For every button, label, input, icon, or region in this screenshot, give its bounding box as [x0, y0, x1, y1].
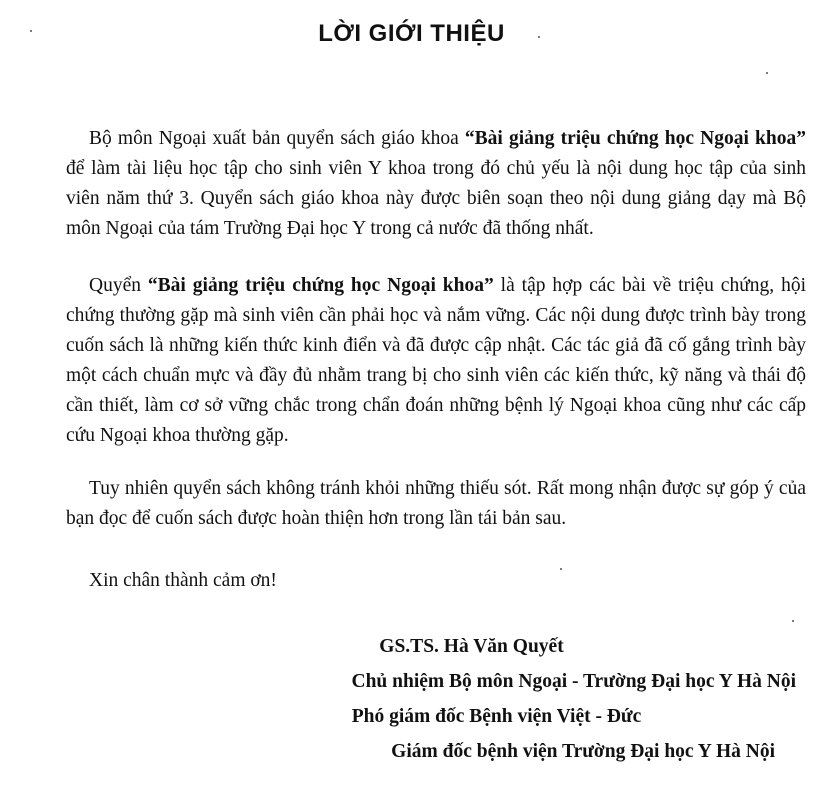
paragraph-text: Xin chân thành cảm ơn! — [89, 570, 277, 591]
paragraph-text-start: Quyển — [89, 275, 148, 296]
signature-position-3: Giám đốc bệnh viện Trường Đại học Y Hà Nội — [391, 741, 775, 762]
scan-speck — [560, 568, 562, 570]
intro-paragraph-3 — [66, 474, 806, 534]
scan-speck — [766, 72, 768, 74]
paragraph-text: Tuy nhiên quyển sách không tránh khỏi những thiếu sót. Rất mong nhận được sự góp ý của bạn đọc để cuốn sách được hoàn thiện hơn trong lần tái bản sau. — [66, 478, 806, 529]
scan-speck — [538, 36, 540, 38]
page-title: LỜI GIỚI THIỆU — [318, 20, 505, 47]
paragraph-text-end: là tập hợp các bài về triệu chứng, hội chứng thường gặp mà sinh viên cần phải học và nắm vững. Các nội dung được trình bày trong cuốn sách là những kiến thức kinh điển và đã được cập nhật. Các tác giả đã cố gắng trình bày một cách chuẩn mực và đầy đủ nhằm trang bị cho sinh viên các kiến thức, kỹ năng và thái độ cần thiết, làm cơ sở vững chắc trong chẩn đoán những bệnh lý Ngoại khoa cũng như các cấp cứu Ngoại khoa thường gặp. — [66, 275, 806, 446]
intro-paragraph-1 — [66, 124, 806, 244]
intro-paragraph-2 — [66, 271, 806, 451]
scan-speck — [792, 620, 794, 622]
signature-position-2: Phó giám đốc Bệnh viện Việt - Đức — [351, 706, 642, 727]
book-title-bold: “Bài giảng triệu chứng học Ngoại khoa” — [147, 275, 494, 296]
paragraph-text-end: để làm tài liệu học tập cho sinh viên Y khoa trong đó chủ yếu là nội dung học tập của sinh viên năm thứ 3. Quyển sách giáo khoa này được biên soạn theo nội dung giảng dạy mà Bộ môn Ngoại của tám Trường Đại học Y trong cả nước đã thống nhất. — [66, 158, 806, 239]
book-title-bold: “Bài giảng triệu chứng học Ngoại khoa” — [464, 128, 806, 149]
scan-speck — [30, 30, 32, 32]
paragraph-text-start: Bộ môn Ngoại xuất bản quyển sách giáo khoa — [89, 128, 465, 149]
signature-position-1: Chủ nhiệm Bộ môn Ngoại - Trường Đại học Y Hà Nội — [351, 671, 796, 692]
signature-name: GS.TS. Hà Văn Quyết — [379, 636, 564, 657]
paragraph-text — [66, 271, 806, 451]
thank-you-line — [66, 566, 806, 596]
paragraph-text — [66, 124, 806, 244]
